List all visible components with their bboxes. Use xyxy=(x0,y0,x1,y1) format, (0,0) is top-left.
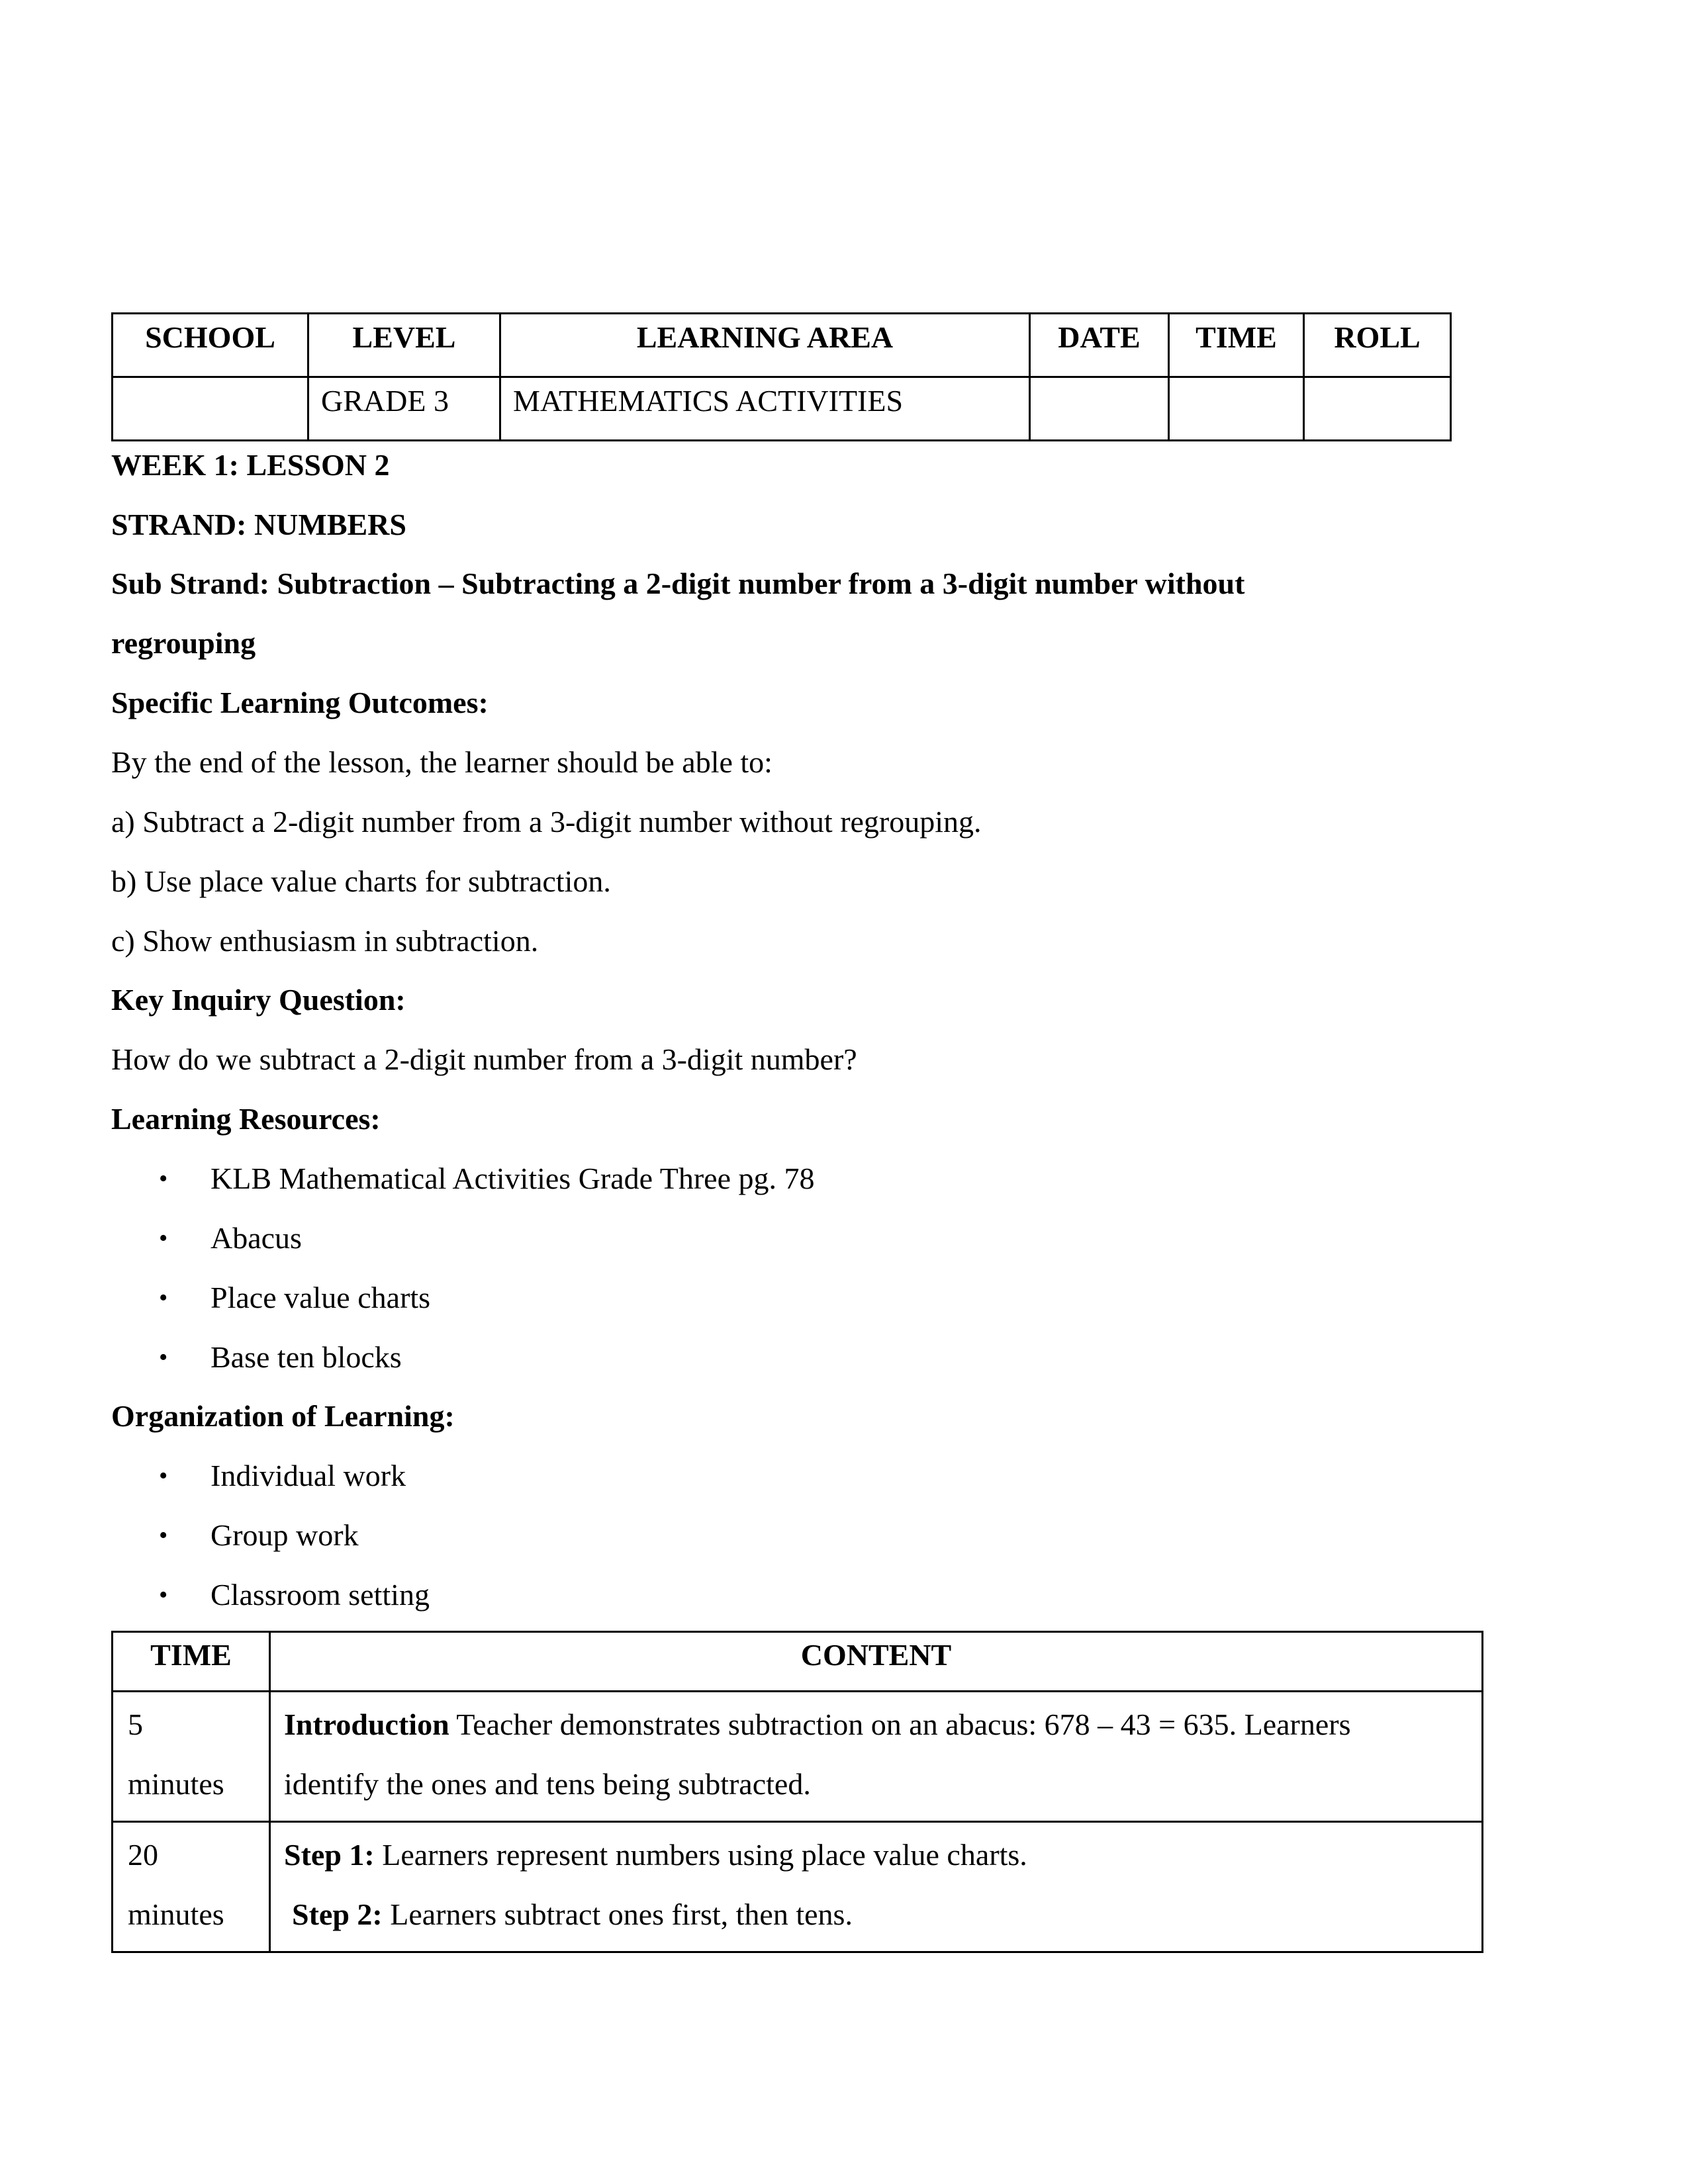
outcomes-intro: By the end of the lesson, the learner should be able to: xyxy=(111,745,773,779)
sub-strand-line-2: regrouping xyxy=(111,626,256,660)
organization-heading: Organization of Learning: xyxy=(111,1399,455,1433)
header-date: DATE xyxy=(1030,314,1169,377)
level-value: GRADE 3 xyxy=(308,377,500,441)
bullet-icon: • xyxy=(159,1284,168,1312)
roll-value xyxy=(1304,377,1451,441)
header-learning-area: LEARNING AREA xyxy=(500,314,1030,377)
introduction-text: Teacher demonstrates subtraction on an abacus: 678 – 43 = 635. Learners xyxy=(449,1707,1351,1741)
resource-text: Place value charts xyxy=(211,1281,431,1314)
header-table xyxy=(111,312,1452,441)
week-lesson-heading: WEEK 1: LESSON 2 xyxy=(111,448,390,482)
table-row xyxy=(113,1822,1483,1952)
step-2-text: Learners subtract ones first, then tens. xyxy=(382,1897,853,1931)
step-1-label: Step 1: xyxy=(284,1838,375,1872)
resource-text: KLB Mathematical Activities Grade Three pg. 78 xyxy=(211,1161,815,1195)
content-header-content: CONTENT xyxy=(270,1632,1483,1692)
time-value xyxy=(1169,377,1304,441)
bullet-icon: • xyxy=(159,1224,168,1252)
time-unit: minutes xyxy=(128,1897,224,1931)
sub-strand-line-1: Sub Strand: Subtraction – Subtracting a 2-digit number from a 3-digit number without xyxy=(111,567,1245,600)
resource-text: Abacus xyxy=(211,1221,302,1255)
content-cell xyxy=(270,1822,1483,1952)
outcome-item: b) Use place value charts for subtraction. xyxy=(111,864,611,898)
bullet-icon: • xyxy=(159,1165,168,1193)
content-table-header-row xyxy=(113,1632,1483,1692)
date-value xyxy=(1030,377,1169,441)
bullet-icon: • xyxy=(159,1581,168,1609)
outcomes-heading: Specific Learning Outcomes: xyxy=(111,686,489,719)
organization-text: Individual work xyxy=(211,1459,406,1492)
outcome-item: c) Show enthusiasm in subtraction. xyxy=(111,924,539,958)
time-cell xyxy=(113,1822,270,1952)
content-header-time: TIME xyxy=(113,1632,270,1692)
inquiry-question: How do we subtract a 2-digit number from a 3-digit number? xyxy=(111,1042,857,1076)
bullet-icon: • xyxy=(159,1522,168,1549)
time-amount: 20 xyxy=(128,1838,158,1872)
table-row xyxy=(113,1692,1483,1822)
learning-area-value: MATHEMATICS ACTIVITIES xyxy=(500,377,1030,441)
content-cell xyxy=(270,1692,1483,1822)
school-value xyxy=(113,377,308,441)
introduction-text-continued: identify the ones and tens being subtracted. xyxy=(284,1767,811,1801)
step-1-text: Learners represent numbers using place value charts. xyxy=(374,1838,1027,1872)
step-2-label: Step 2: xyxy=(292,1897,383,1931)
header-time: TIME xyxy=(1169,314,1304,377)
header-table-header-row xyxy=(113,314,1451,377)
content-table xyxy=(111,1631,1483,1953)
organization-text: Group work xyxy=(211,1518,359,1552)
organization-text: Classroom setting xyxy=(211,1578,430,1612)
time-cell xyxy=(113,1692,270,1822)
inquiry-heading: Key Inquiry Question: xyxy=(111,983,406,1017)
outcome-item: a) Subtract a 2-digit number from a 3-digit number without regrouping. xyxy=(111,805,982,839)
time-unit: minutes xyxy=(128,1767,224,1801)
resource-text: Base ten blocks xyxy=(211,1340,402,1374)
strand-heading: STRAND: NUMBERS xyxy=(111,508,406,541)
header-table-value-row xyxy=(113,377,1451,441)
bullet-icon: • xyxy=(159,1343,168,1371)
introduction-label: Introduction xyxy=(284,1707,449,1741)
bullet-icon: • xyxy=(159,1462,168,1490)
header-school: SCHOOL xyxy=(113,314,308,377)
resources-heading: Learning Resources: xyxy=(111,1102,381,1136)
time-amount: 5 xyxy=(128,1707,143,1741)
header-level: LEVEL xyxy=(308,314,500,377)
header-roll: ROLL xyxy=(1304,314,1451,377)
